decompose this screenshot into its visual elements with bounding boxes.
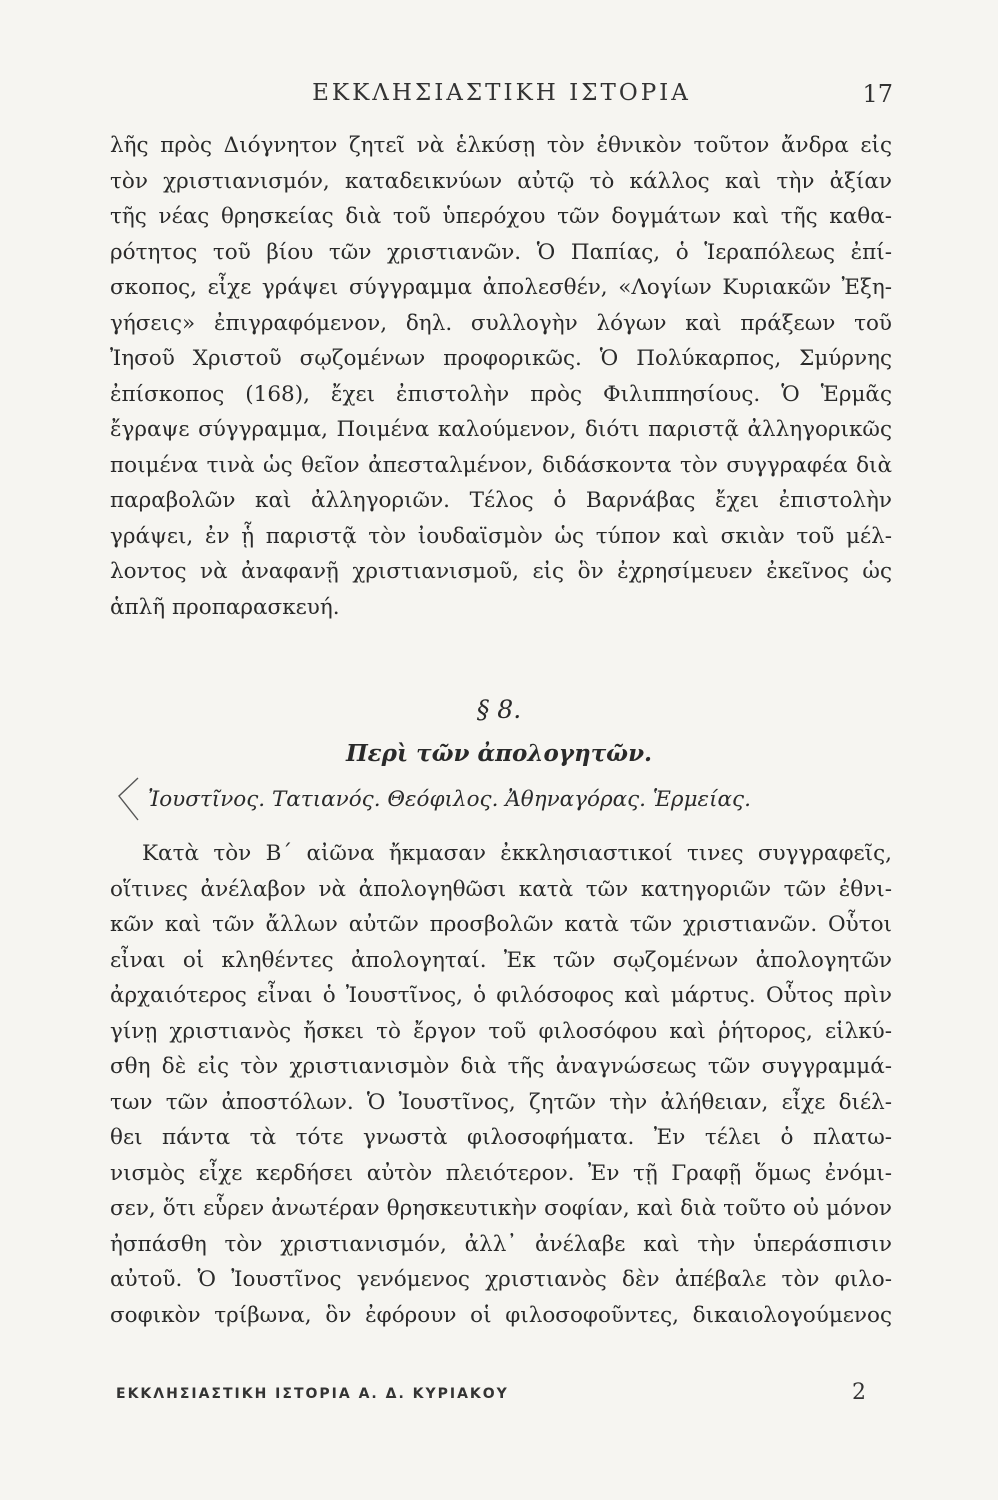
text-line: νισμὸς εἶχε κερδήσει αὐτὸν πλειότερον. Ἐν τῇ Γραφῇ ὅμως ἐνόμι- [110, 1160, 892, 1186]
page-number: 17 [862, 80, 893, 108]
signature-number: 2 [852, 1380, 866, 1405]
text-line: ἔγραψε σύγγραμμα, Ποιμένα καλούμενον, διότι παριστᾷ ἀλληγορικῶς [110, 417, 892, 442]
text-line: οἵτινες ἀνέλαβον νὰ ἀπολογηθῶσι κατὰ τῶν κατηγοριῶν τῶν ἐθνι- [110, 876, 892, 902]
text-line: γράψει, ἐν ᾗ παριστᾷ τὸν ἰουδαϊσμὸν ὡς τύπον καὶ σκιὰν τοῦ μέλ- [110, 523, 892, 549]
text-line: θει πάντα τὰ τότε γνωστὰ φιλοσοφήματα. Ἐν τέλει ὁ πλατω- [110, 1125, 892, 1150]
text-line: ἠσπάσθη τὸν χριστιανισμόν, ἀλλ᾽ ἀνέλαβε καὶ τὴν ὑπεράσπισιν [110, 1231, 892, 1257]
paragraph-1 [110, 128, 892, 625]
text-line: λῆς πρὸς Διόγνητον ζητεῖ νὰ ἑλκύσῃ τὸν ἐθνικὸν τοῦτον ἄνδρα εἰς [110, 133, 892, 158]
text-line: Κατὰ τὸν Β΄ αἰῶνα ἤκμασαν ἐκκλησιαστικοί τινες συγγραφεῖς, [142, 841, 892, 866]
text-line: κῶν καὶ τῶν ἄλλων αὐτῶν προσβολῶν κατὰ τῶν χριστιανῶν. Οὗτοι [110, 912, 892, 937]
text-line: εἶναι οἱ κληθέντες ἀπολογηταί. Ἐκ τῶν σῳζομένων ἀπολογητῶν [110, 947, 892, 973]
text-line: λοντος νὰ ἀναφανῇ χριστιανισμοῦ, εἰς ὃν ἐχρησίμευεν ἐκεῖνος ὡς [110, 559, 892, 584]
text-line: ἀρχαιότερος εἶναι ὁ Ἰουστῖνος, ὁ φιλόσοφος καὶ μάρτυς. Οὗτος πρὶν [110, 983, 892, 1008]
text-line: ἐπίσκοπος (168), ἔχει ἐπιστολὴν πρὸς Φιλιππησίους. Ὁ Ἑρμᾶς [110, 381, 892, 407]
text-line: ἁπλῆ προπαρασκευή. [110, 594, 340, 620]
text-line: αὐτοῦ. Ὁ Ἰουστῖνος γενόμενος χριστιανὸς δὲν ἀπέβαλε τὸν φιλο- [110, 1267, 892, 1292]
text-line: γήσεις» ἐπιγραφόμενον, δηλ. συλλογὴν λόγων καὶ πράξεων τοῦ [110, 310, 892, 336]
running-title: ΕΚΚΛΗΣΙΑΣΤΙΚΗ ΙΣΤΟΡΙΑ [312, 80, 691, 106]
text-line: σθη δὲ εἰς τὸν χριστιανισμὸν διὰ τῆς ἀναγνώσεως τῶν συγγραμμά- [110, 1054, 892, 1079]
text-line: τὸν χριστιανισμόν, καταδεικνύων αὐτῷ τὸ κάλλος καὶ τὴν ἀξίαν [110, 168, 892, 194]
text-line: ποιμένα τινὰ ὡς θεῖον ἀπεσταλμένον, διδάσκοντα τὸν συγγραφέα διὰ [110, 452, 892, 478]
text-line: γίνῃ χριστιανὸς ἤσκει τὸ ἔργον τοῦ φιλοσόφου καὶ ῥήτορος, εἱλκύ- [110, 1018, 892, 1044]
text-line: Ἰησοῦ Χριστοῦ σῳζομένων προφορικῶς. Ὁ Πολύκαρπος, Σμύρνης [110, 346, 892, 371]
section-subjects: Ἰουστῖνος. Τατιανός. Θεόφιλος. Ἀθηναγόρας. Ἑρμείας. [148, 787, 751, 812]
signature-line: ΕΚΚΛΗΣΙΑΣΤΙΚΗ ΙΣΤΟΡΙΑ Α. Δ. ΚΥΡΙΑΚΟΥ [116, 1386, 509, 1402]
running-head [110, 80, 893, 116]
section-title: Περὶ τῶν ἀπολογητῶν. [345, 740, 653, 767]
printer-signature [116, 1380, 886, 1410]
text-line: σεν, ὅτι εὗρεν ἀνωτέραν θρησκευτικὴν σοφίαν, καὶ διὰ τοῦτο οὐ μόνον [110, 1196, 892, 1221]
section-number: § 8. [476, 695, 522, 724]
paragraph-2 [110, 836, 892, 1333]
text-line: σοφικὸν τρίβωνα, ὃν ἐφόρουν οἱ φιλοσοφοῦντες, δικαιολογούμενος [110, 1302, 892, 1328]
text-line: ρότητος τοῦ βίου τῶν χριστιανῶν. Ὁ Παπίας, ὁ Ἱεραπόλεως ἐπί- [110, 239, 892, 265]
text-line: των τῶν ἀποστόλων. Ὁ Ἰουστῖνος, ζητῶν τὴν ἀλήθειαν, εἶχε διέλ- [110, 1089, 892, 1115]
text-line: παραβολῶν καὶ ἀλληγοριῶν. Τέλος ὁ Βαρνάβας ἔχει ἐπιστολὴν [110, 488, 892, 513]
text-line: σκοπος, εἶχε γράψει σύγγραμμα ἀπολεσθέν, «Λογίων Κυριακῶν Ἐξη- [110, 275, 892, 300]
text-line: τῆς νέας θρησκείας διὰ τοῦ ὑπερόχου τῶν δογμάτων καὶ τῆς καθα- [110, 204, 892, 229]
pencil-bracket-icon [116, 774, 146, 824]
